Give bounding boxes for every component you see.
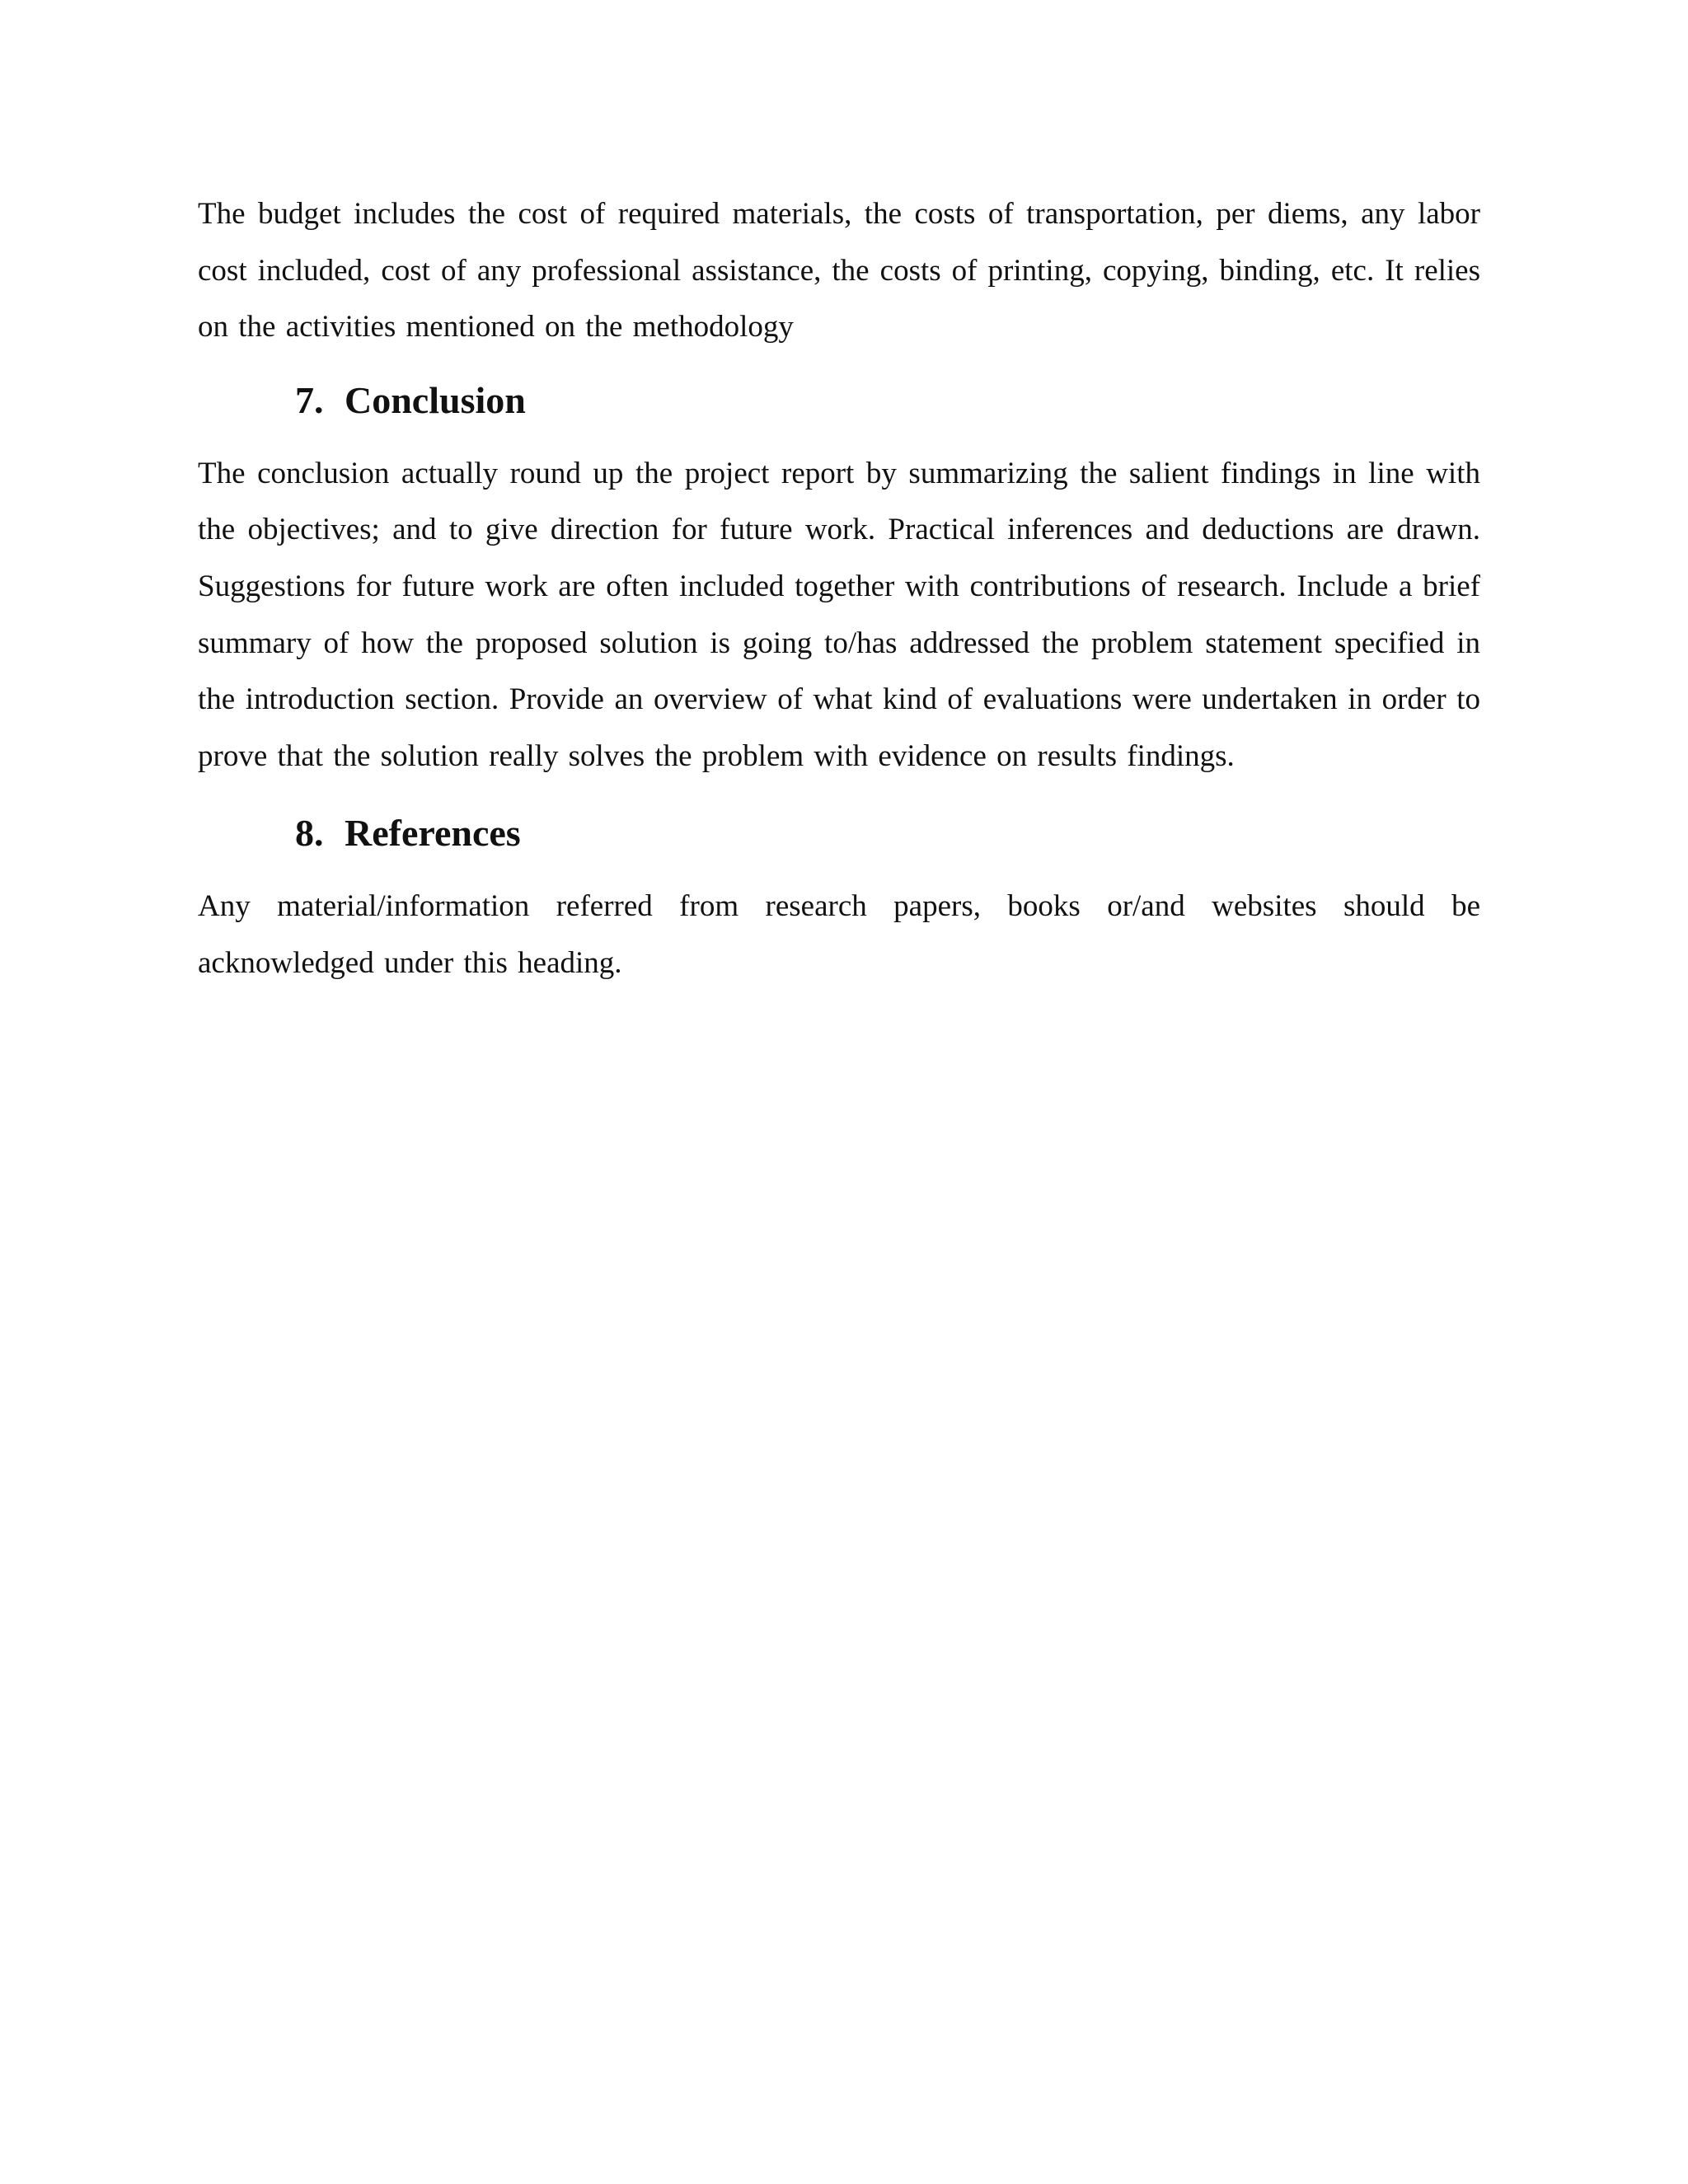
section-heading-conclusion [198,376,1480,425]
references-paragraph: Any material/information referred from research papers, books or/and websites should be acknowledged under this heading. [198,889,1480,980]
section-heading-references [198,808,1480,858]
section-title: Conclusion [345,378,526,421]
conclusion-paragraph: The conclusion actually round up the project report by summarizing the salient findings in line with the objectives; and to give direction for future work. Practical inferences and deductions are drawn. Suggestions for future work are often included together with contributions of research. Include a brief summary of how the proposed solution is going to/has addressed the problem statement specified in the introduction section. Provide an overview of what kind of evaluations were undertaken in order to prove that the solution really solves the problem with evidence on results findings. [198,456,1480,773]
section-number: 8. [295,812,324,855]
section-number: 7. [295,378,324,421]
page-content [198,186,1480,992]
budget-paragraph: The budget includes the cost of required materials, the costs of transportation, per diems, any labor cost included, cost of any professional assistance, the costs of printing, copying, binding, etc. It relies on the activities mentioned on the methodology [198,197,1480,344]
section-title: References [345,812,521,855]
